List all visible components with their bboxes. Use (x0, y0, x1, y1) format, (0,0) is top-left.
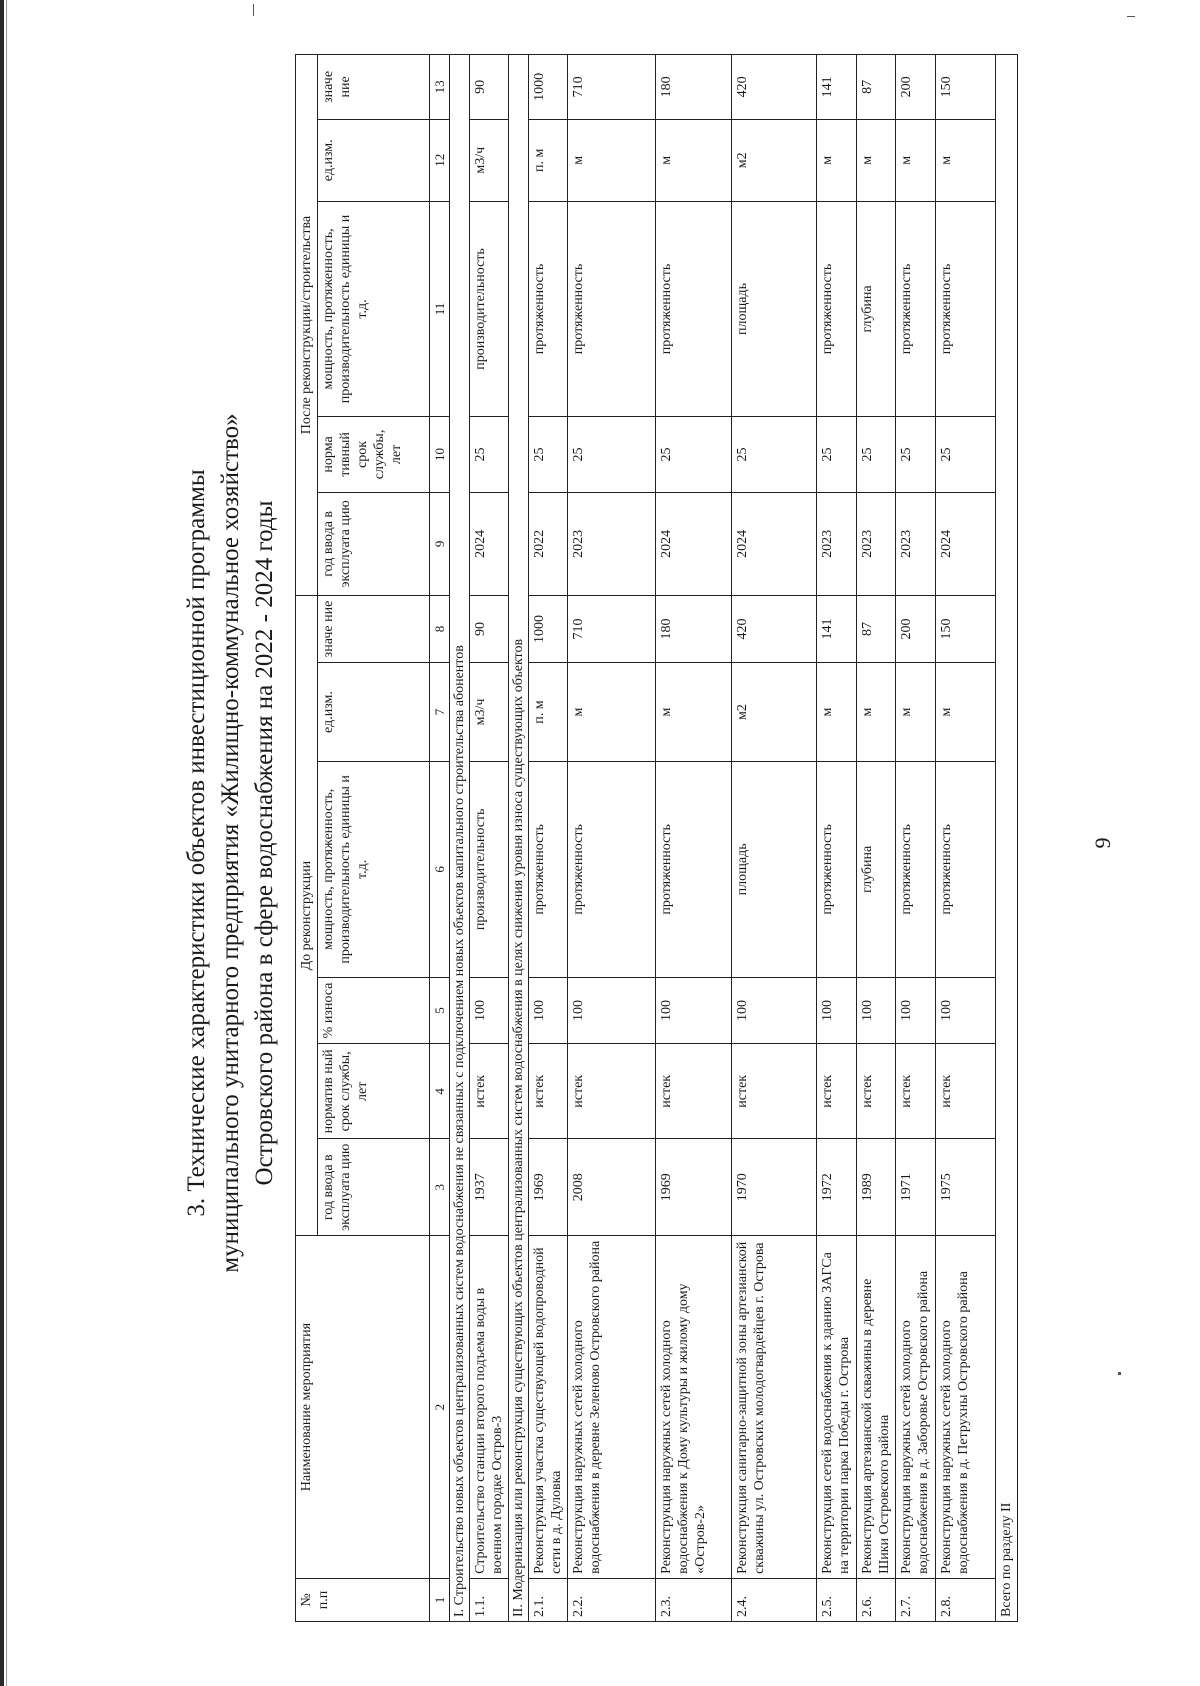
service-life-after: 25 (817, 417, 857, 492)
value: 180 (656, 596, 732, 663)
value: 420 (732, 596, 817, 663)
unit-after: м (656, 119, 732, 201)
column-number: 7 (430, 662, 450, 761)
header-unit: ед.изм. (318, 662, 430, 761)
unit-after: м (896, 119, 936, 201)
unit: м (896, 662, 936, 761)
unit-after: м3/ч (470, 119, 509, 201)
header-num: № п.п (296, 1578, 430, 1621)
header-unit-after: ед.изм. (318, 119, 430, 201)
capacity-type: производительность (470, 762, 509, 978)
table-row (529, 55, 568, 1622)
capacity-type: протяженность (896, 762, 936, 978)
service-life-after: 25 (936, 417, 996, 492)
year-commissioned: 1971 (896, 1139, 936, 1236)
header-wear: % износа (318, 977, 430, 1044)
section-2-rows (529, 55, 996, 1622)
year-commissioned-after: 2024 (936, 492, 996, 595)
column-number: 5 (430, 977, 450, 1044)
header-year: год ввода в эксплуата цию (318, 1139, 430, 1236)
wear-percent: 100 (732, 977, 817, 1044)
row-number: 2.3. (656, 1578, 732, 1621)
table-row (656, 55, 732, 1622)
wear-percent: 100 (896, 977, 936, 1044)
year-commissioned: 1969 (656, 1139, 732, 1236)
measure-name: Реконструкция наружных сетей холодного водоснабжения к Дому культуры и жилому дому «Остров-2» (656, 1236, 732, 1579)
capacity-type-after: площадь (732, 201, 817, 417)
section-1-rows (470, 55, 509, 1622)
value-after: 710 (568, 55, 656, 120)
column-number: 4 (430, 1044, 450, 1139)
service-life-after: 25 (529, 417, 568, 492)
service-life-after: 25 (568, 417, 656, 492)
year-commissioned-after: 2023 (817, 492, 857, 595)
unit-after: м (936, 119, 996, 201)
unit: м3/ч (470, 662, 509, 761)
wear-percent: 100 (470, 977, 509, 1044)
unit-after: м (817, 119, 857, 201)
wear-percent: 100 (568, 977, 656, 1044)
unit: м (857, 662, 896, 761)
column-number: 12 (430, 119, 450, 201)
wear-percent: 100 (857, 977, 896, 1044)
header-name: Наименование мероприятия (296, 1236, 430, 1579)
header-value-after: значе ние (318, 55, 430, 120)
section-title-2: II. Модернизация или реконструкция существующих объектов централизованных систем водоснабжения в целях снижения уровня износа существующих объектов (509, 55, 529, 1622)
capacity-type-after: производительность (470, 201, 509, 417)
value-after: 420 (732, 55, 817, 120)
year-commissioned: 1970 (732, 1139, 817, 1236)
year-commissioned-after: 2024 (656, 492, 732, 595)
column-number: 8 (430, 596, 450, 663)
column-number: 13 (430, 55, 450, 120)
column-number: 1 (430, 1578, 450, 1621)
measure-name: Реконструкция сетей водоснабжения к зданию ЗАГСа на территории парка Победы г. Острова (817, 1236, 857, 1579)
service-life: истек (936, 1044, 996, 1139)
row-number: 1.1. (470, 1578, 509, 1621)
document-title (180, 80, 282, 1606)
table-row (896, 55, 936, 1622)
section-row (509, 55, 529, 1622)
column-number: 2 (430, 1236, 450, 1579)
wear-percent: 100 (529, 977, 568, 1044)
table-row (470, 55, 509, 1622)
column-number: 6 (430, 762, 450, 978)
header-row-1 (296, 55, 318, 1622)
value-after: 180 (656, 55, 732, 120)
measure-name: Реконструкция участка существующей водопроводной сети в д. Дуловка (529, 1236, 568, 1579)
header-value: значе ние (318, 596, 430, 663)
value-after: 150 (936, 55, 996, 120)
capacity-type: протяженность (568, 762, 656, 978)
unit: м (568, 662, 656, 761)
service-life: истек (529, 1044, 568, 1139)
year-commissioned: 1969 (529, 1139, 568, 1236)
capacity-type: протяженность (936, 762, 996, 978)
section-title-1: I. Строительство новых объектов централизованных систем водоснабжения не связанных с подключением новых объектов капитального строительства абонентов (450, 55, 470, 1622)
unit-after: м (857, 119, 896, 201)
service-life: истек (857, 1044, 896, 1139)
total-row (996, 55, 1018, 1622)
title-line-1: 3. Технические характеристики объектов инвестиционной программы (183, 469, 210, 1217)
measure-name: Реконструкция наружных сетей холодного водоснабжения в деревне Зеленово Островского района (568, 1236, 656, 1579)
value: 150 (936, 596, 996, 663)
capacity-type: глубина (857, 762, 896, 978)
header-norm-life-after: норма тивный срок службы, лет (318, 417, 430, 492)
table-row (568, 55, 656, 1622)
column-number: 3 (430, 1139, 450, 1236)
header-after-group: После реконструкции/строительства (296, 55, 318, 596)
year-commissioned: 1972 (817, 1139, 857, 1236)
capacity-type: протяженность (529, 762, 568, 978)
row-number: 2.2. (568, 1578, 656, 1621)
title-line-2: муниципального унитарного предприятия «Жилищно-коммунальное хозяйство» (217, 413, 244, 1273)
row-number: 2.4. (732, 1578, 817, 1621)
capacity-type-after: протяженность (529, 201, 568, 417)
capacity-type-after: протяженность (817, 201, 857, 417)
service-life: истек (732, 1044, 817, 1139)
column-number: 9 (430, 492, 450, 595)
header-capacity: мощность, протяженность, производительность единицы и т.д. (318, 762, 430, 978)
header-year-after: год ввода в эксплуата цию (318, 492, 430, 595)
value-after: 141 (817, 55, 857, 120)
capacity-type-after: протяженность (656, 201, 732, 417)
wear-percent: 100 (656, 977, 732, 1044)
year-commissioned-after: 2024 (732, 492, 817, 595)
year-commissioned-after: 2023 (857, 492, 896, 595)
value: 90 (470, 596, 509, 663)
year-commissioned-after: 2024 (470, 492, 509, 595)
wear-percent: 100 (817, 977, 857, 1044)
year-commissioned: 1975 (936, 1139, 996, 1236)
service-life: истек (470, 1044, 509, 1139)
table-row (857, 55, 896, 1622)
section-row (450, 55, 470, 1622)
total-label: Всего по разделу II (996, 55, 1018, 1622)
capacity-type: протяженность (656, 762, 732, 978)
capacity-type-after: протяженность (568, 201, 656, 417)
year-commissioned-after: 2022 (529, 492, 568, 595)
capacity-type-after: протяженность (896, 201, 936, 417)
row-number: 2.6. (857, 1578, 896, 1621)
year-commissioned: 1989 (857, 1139, 896, 1236)
year-commissioned-after: 2023 (568, 492, 656, 595)
year-commissioned-after: 2023 (896, 492, 936, 595)
service-life-after: 25 (896, 417, 936, 492)
service-life: истек (656, 1044, 732, 1139)
year-commissioned: 2008 (568, 1139, 656, 1236)
row-number: 2.5. (817, 1578, 857, 1621)
value: 1000 (529, 596, 568, 663)
unit: м2 (732, 662, 817, 761)
value: 141 (817, 596, 857, 663)
measure-name: Реконструкция наружных сетей холодного водоснабжения в д. Петрухны Островского района (936, 1236, 996, 1579)
header-norm-life: норматив ный срок службы, лет (318, 1044, 430, 1139)
row-number: 2.1. (529, 1578, 568, 1621)
unit: п. м (529, 662, 568, 761)
value-after: 87 (857, 55, 896, 120)
header-before-group: До реконструкции (296, 596, 318, 1236)
measure-name: Строительство станции второго подъема воды в военном городке Остров-3 (470, 1236, 509, 1579)
value: 200 (896, 596, 936, 663)
wear-percent: 100 (936, 977, 996, 1044)
column-number: 10 (430, 417, 450, 492)
unit: м (817, 662, 857, 761)
service-life-after: 25 (656, 417, 732, 492)
row-number: 2.7. (896, 1578, 936, 1621)
service-life: истек (817, 1044, 857, 1139)
unit-after: м2 (732, 119, 817, 201)
column-number-row (430, 55, 450, 1622)
measure-name: Реконструкция наружных сетей холодного водоснабжения в д. Заборовье Островского района (896, 1236, 936, 1579)
column-number: 11 (430, 201, 450, 417)
table-row (817, 55, 857, 1622)
unit-after: п. м (529, 119, 568, 201)
service-life: истек (568, 1044, 656, 1139)
unit-after: м (568, 119, 656, 201)
service-life: истек (896, 1044, 936, 1139)
page-number: 9 (1090, 837, 1115, 849)
capacity-type: площадь (732, 762, 817, 978)
measure-name: Реконструкция санитарно-защитной зоны артезианской скважины ул. Островских молодогвардейцев г. Острова (732, 1236, 817, 1579)
value-after: 200 (896, 55, 936, 120)
year-commissioned: 1937 (470, 1139, 509, 1236)
capacity-type-after: протяженность (936, 201, 996, 417)
value: 87 (857, 596, 896, 663)
value-after: 1000 (529, 55, 568, 120)
unit: м (656, 662, 732, 761)
capacity-type-after: глубина (857, 201, 896, 417)
row-number: 2.8. (936, 1578, 996, 1621)
header-capacity-after: мощность, протяженность, производительность единицы и т.д. (318, 201, 430, 417)
table-row (732, 55, 817, 1622)
value-after: 90 (470, 55, 509, 120)
unit: м (936, 662, 996, 761)
table-row (936, 55, 996, 1622)
value: 710 (568, 596, 656, 663)
service-life-after: 25 (857, 417, 896, 492)
measure-name: Реконструкция артезианской скважины в деревне Шики Островского района (857, 1236, 896, 1579)
capacity-type: протяженность (817, 762, 857, 978)
characteristics-table (295, 54, 1018, 1622)
service-life-after: 25 (732, 417, 817, 492)
title-line-3: Островского района в сфере водоснабжения на 2022 - 2024 годы (251, 500, 278, 1186)
service-life-after: 25 (470, 417, 509, 492)
